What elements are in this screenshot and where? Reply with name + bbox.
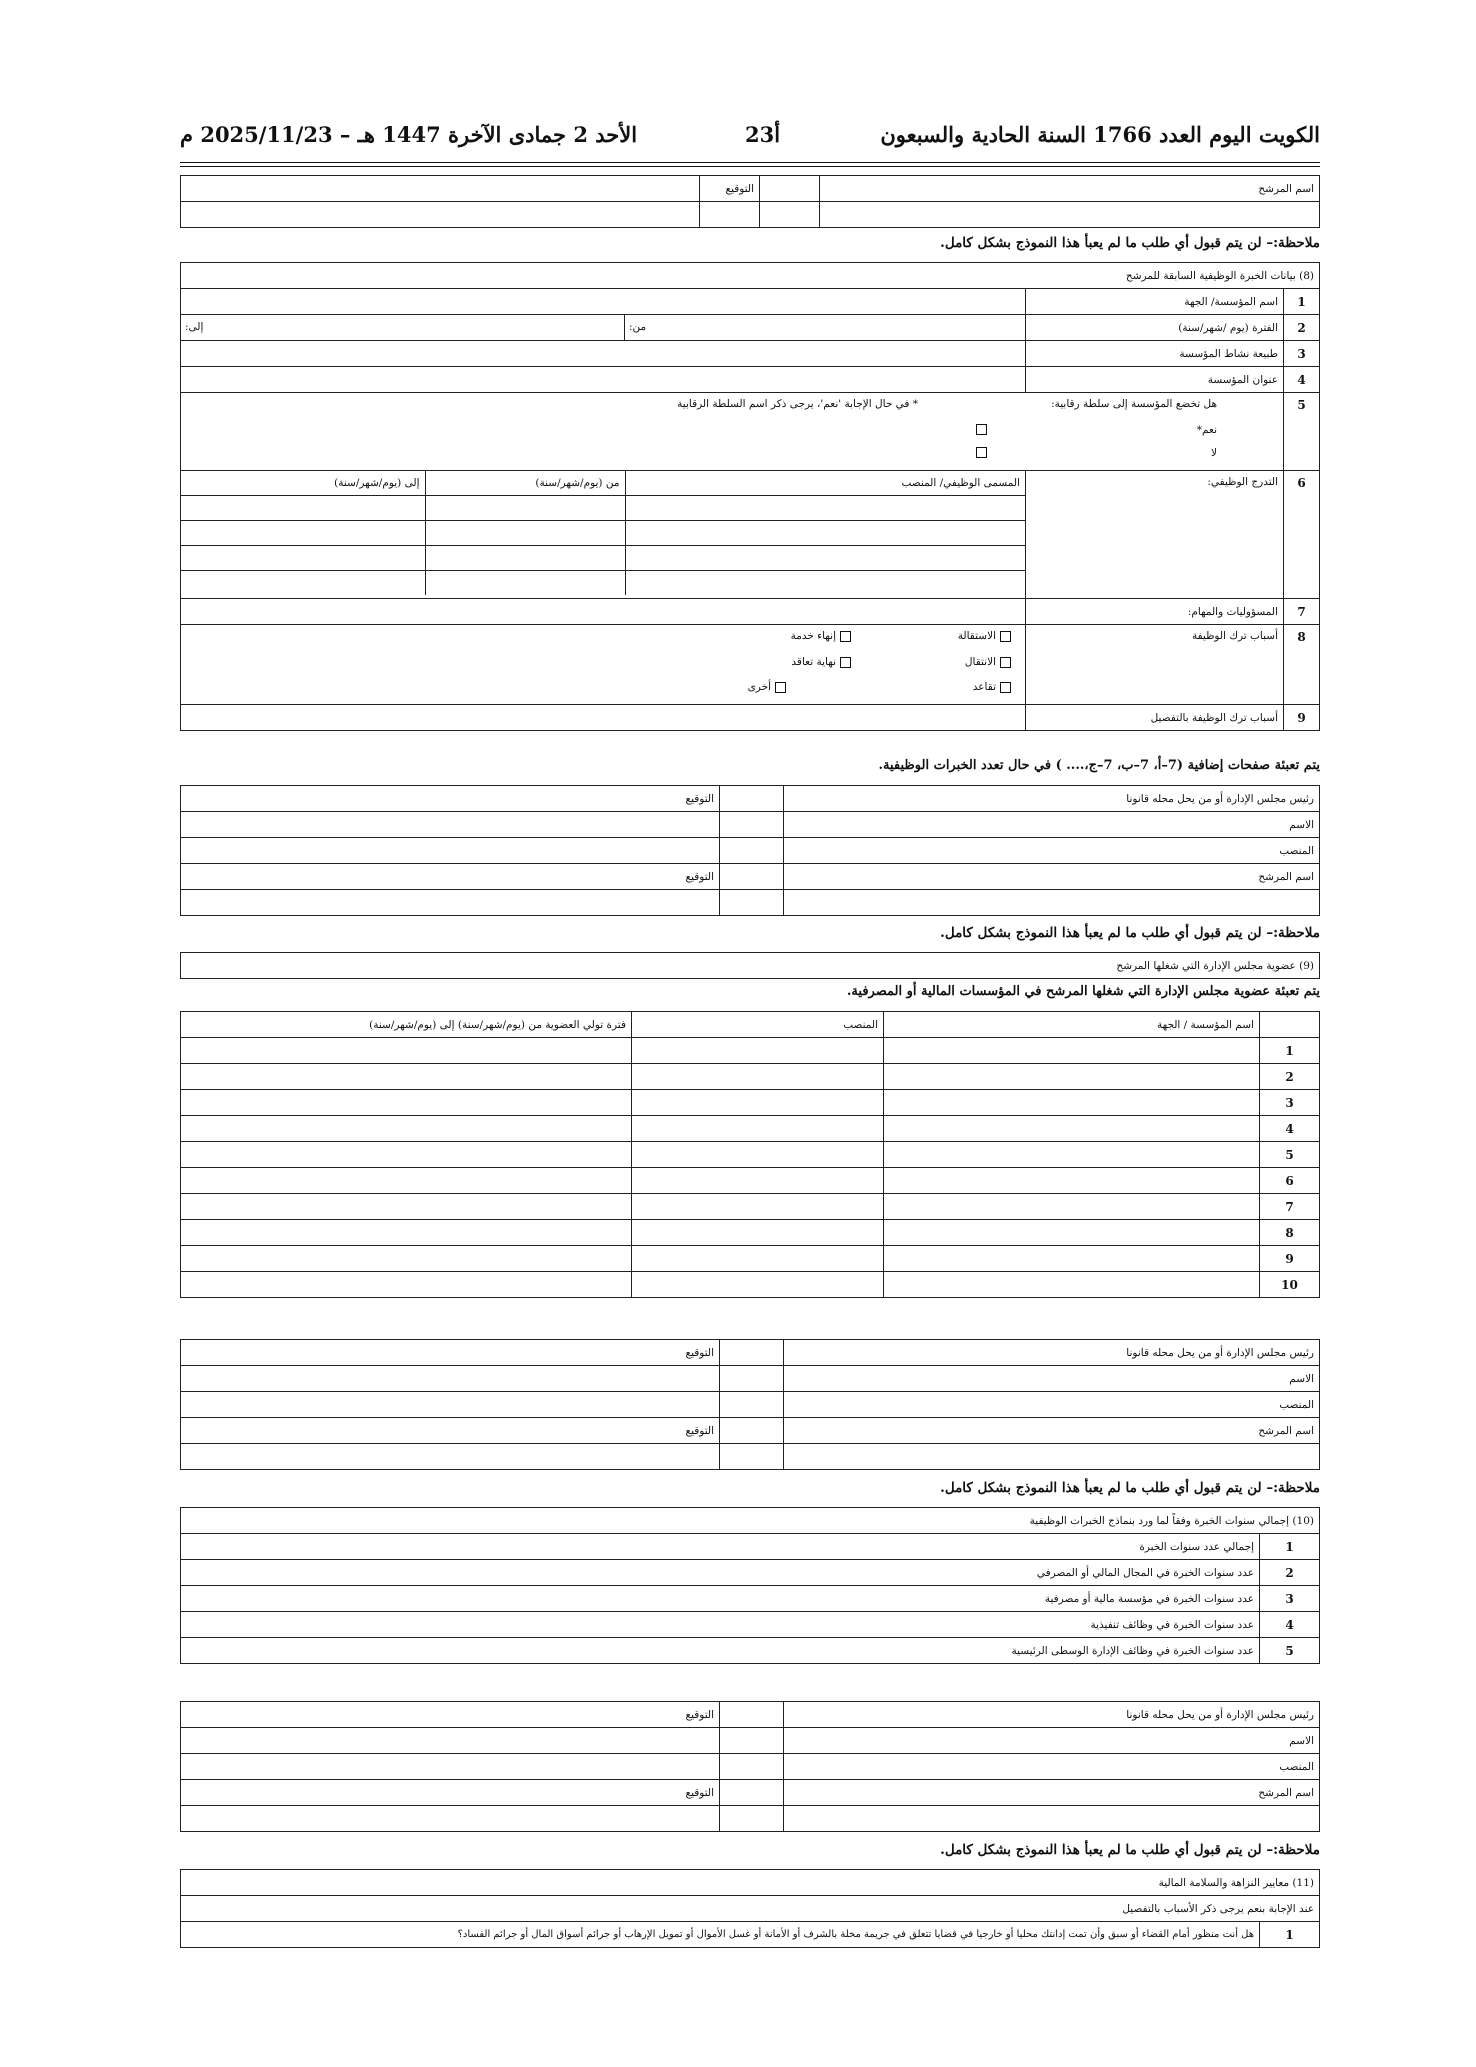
position-sign-field[interactable]	[181, 838, 720, 864]
org-cell[interactable]	[884, 1246, 1260, 1272]
experience-item: عدد سنوات الخبرة في المجال المالي أو المصرفي	[181, 1560, 1260, 1586]
header-rule	[180, 162, 1320, 163]
section-10-table: (10) إجمالي سنوات الخبرة وفقاً لما ورد بنماذج الخبرات الوظيفية 1 إجمالي عدد سنوات الخبرة 2 عدد سنوات الخبرة في المجال المالي أو المصرفي 3 عدد سنوات الخبرة في مؤسسة مالية أو مصرفية 4 عدد سنوات الخبرة في وظائف تنفيذية 5 عدد سنوات الخبرة في وظائف الإدارة الوسطى الرئيسية	[180, 1507, 1320, 1664]
period-cell[interactable]	[181, 1168, 632, 1194]
transfer-label: الانتقال	[964, 656, 996, 668]
job-title-header: المسمى الوظيفي/ المنصب	[625, 471, 1025, 496]
section-11-table: (11) معايير النزاهة والسلامة المالية عند الإجابة بنعم يرجى ذكر الأسباب بالتفصيل 1 هل أنت منظور أمام القضاء أو سبق وأن تمت إدانتك محليا أو خارجيا في قضايا تتعلق في جريمة مخلة بالشرف أو الأمانة أو غسل الأموال أو تمويل الإرهاب أو جرائم أسواق المال أو جرائم الفساد؟	[180, 1869, 1320, 1948]
candidate-name-field[interactable]	[720, 1780, 784, 1806]
section-11-subtitle: عند الإجابة بنعم يرجى ذكر الأسباب بالتفصيل	[181, 1896, 1320, 1922]
position-field[interactable]	[720, 838, 784, 864]
career-cell[interactable]	[425, 571, 625, 596]
yes-label: نعم*	[1196, 424, 1217, 436]
to-header: إلى (يوم/شهر/سنة)	[181, 471, 425, 496]
name-sign-field[interactable]	[181, 1728, 720, 1754]
row-number: 7	[1260, 1194, 1320, 1220]
header-date: الأحد 2 جمادى الآخرة 1447 هـ – 2025/11/23 م	[180, 122, 638, 147]
org-cell[interactable]	[884, 1194, 1260, 1220]
org-cell[interactable]	[884, 1064, 1260, 1090]
candidate-name-label: اسم المرشح	[784, 1418, 1320, 1444]
note-4: ملاحظة:– لن يتم قبول أي طلب ما لم يعبأ هذا النموذج بشكل كامل.	[940, 1842, 1320, 1858]
transfer-checkbox[interactable]	[1000, 657, 1011, 668]
integrity-question-1: هل أنت منظور أمام القضاء أو سبق وأن تمت إدانتك محليا أو خارجيا في قضايا تتعلق في جريمة مخلة بالشرف أو الأمانة أو غسل الأموال أو تمويل الإرهاب أو جرائم أسواق المال أو جرائم الفساد؟	[181, 1922, 1260, 1948]
career-label: التدرج الوظيفي:	[1026, 471, 1284, 599]
experience-item: عدد سنوات الخبرة في وظائف الإدارة الوسطى الرئيسية	[181, 1638, 1260, 1664]
regulator-question	[181, 393, 1284, 471]
position-cell[interactable]	[632, 1038, 884, 1064]
career-cell[interactable]	[625, 496, 1025, 521]
yes-checkbox[interactable]	[976, 424, 987, 435]
org-cell[interactable]	[884, 1090, 1260, 1116]
signature-label: التوقيع	[181, 864, 720, 890]
position-cell[interactable]	[632, 1220, 884, 1246]
org-cell[interactable]	[884, 1038, 1260, 1064]
signature-label: التوقيع	[181, 1340, 720, 1366]
leaving-details-label: أسباب ترك الوظيفة بالتفصيل	[1026, 705, 1284, 731]
position-header: المنصب	[632, 1012, 884, 1038]
extra-pages-note: يتم تعبئة صفحات إضافية (7–أ، 7–ب، 7–ج،.... ) في حال تعدد الخبرات الوظيفية.	[878, 758, 1320, 773]
leaving-reasons-options	[181, 625, 1026, 705]
career-cell[interactable]	[425, 546, 625, 571]
candidate-sign-table-top	[180, 175, 1320, 228]
to-label: إلى:	[185, 321, 204, 333]
other-label: أخرى	[747, 681, 771, 693]
position-cell[interactable]	[632, 1064, 884, 1090]
section-8-table: (8) بيانات الخبرة الوظيفية السابقة للمرشح 1 اسم المؤسسة/ الجهة 2 الفترة (يوم /شهر/سنة) من: إلى: 3 طبيعة نشاط المؤسسة 4 عنوان المؤسسة 5 هل تخضع المؤسسة إلى سلطة رقابية: * في حال الإجابة 'نعم'، يرجى ذكر اسم السلطة الرقابية نعم* لا 6 التدرج الوظيفي: المسمى الوظيفي/ المنصب من (يوم/شهر/سنة) إلى (يوم/شهر/سنة) 7 المسؤوليات والمهام: 8 أسباب ترك الوظيفة الاستقالة إنهاء خدمة الانتقال نهاية تعاقد تقاعد أخرى 9 أسباب ترك الوظيفة بالتفصيل	[180, 262, 1320, 731]
period-cell[interactable]	[181, 1272, 632, 1298]
period-cell[interactable]	[181, 1038, 632, 1064]
name-field[interactable]	[720, 1366, 784, 1392]
address-label: عنوان المؤسسة	[1026, 367, 1284, 393]
org-cell[interactable]	[884, 1142, 1260, 1168]
chairman-sign-table-1	[180, 785, 1320, 916]
leaving-details-field[interactable]	[181, 705, 1026, 731]
period-cell[interactable]	[181, 1246, 632, 1272]
other-checkbox[interactable]	[775, 682, 786, 693]
institution-name-field[interactable]	[181, 289, 1026, 315]
chairman-field[interactable]	[720, 1340, 784, 1366]
period-cell[interactable]	[181, 1194, 632, 1220]
responsibilities-field[interactable]	[181, 599, 1026, 625]
career-cell[interactable]	[625, 521, 1025, 546]
name-field[interactable]	[720, 1728, 784, 1754]
candidate-name-value[interactable]	[820, 202, 1320, 228]
resign-label: الاستقالة	[957, 630, 996, 642]
note-3: ملاحظة:– لن يتم قبول أي طلب ما لم يعبأ هذا النموذج بشكل كامل.	[940, 1480, 1320, 1496]
position-cell[interactable]	[632, 1090, 884, 1116]
position-cell[interactable]	[632, 1272, 884, 1298]
contract-end-checkbox[interactable]	[840, 657, 851, 668]
name-sign-field[interactable]	[181, 1366, 720, 1392]
termination-checkbox[interactable]	[840, 631, 851, 642]
section-9-title: (9) عضوية مجلس الإدارة التي شغلها المرشح	[181, 953, 1320, 979]
note-2: ملاحظة:– لن يتم قبول أي طلب ما لم يعبأ هذا النموذج بشكل كامل.	[940, 925, 1320, 941]
section-9-intro: يتم تعبئة عضوية مجلس الإدارة التي شغلها المرشح في المؤسسات المالية أو المصرفية.	[846, 984, 1320, 999]
activity-label: طبيعة نشاط المؤسسة	[1026, 341, 1284, 367]
signature-value[interactable]	[181, 1444, 720, 1470]
signature-label: التوقيع	[181, 1702, 720, 1728]
gazette-page	[180, 0, 1320, 2067]
leaving-reasons-label: أسباب ترك الوظيفة	[1026, 625, 1284, 705]
regulator-note: * في حال الإجابة 'نعم'، يرجى ذكر اسم السلطة الرقابية	[677, 398, 918, 410]
regulator-label: هل تخضع المؤسسة إلى سلطة رقابية:	[1051, 398, 1217, 410]
position-sign-field[interactable]	[181, 1754, 720, 1780]
career-cell[interactable]	[181, 496, 425, 521]
chairman-field[interactable]	[720, 786, 784, 812]
row-number: 2	[1260, 1064, 1320, 1090]
candidate-name-label: اسم المرشح	[784, 1780, 1320, 1806]
header-rule-2	[180, 166, 1320, 167]
signature-label: التوقيع	[181, 1780, 720, 1806]
name-label: الاسم	[784, 1728, 1320, 1754]
row-number: 1	[1260, 1038, 1320, 1064]
chairman-sign-table-3	[180, 1701, 1320, 1832]
chairman-sign-table-2	[180, 1339, 1320, 1470]
from-label: من:	[629, 321, 647, 333]
period-to-field[interactable]	[181, 315, 624, 340]
period-header: فترة تولي العضوية من (يوم/شهر/سنة) إلى (يوم/شهر/سنة)	[181, 1012, 632, 1038]
org-cell[interactable]	[884, 1168, 1260, 1194]
position-cell[interactable]	[632, 1168, 884, 1194]
career-cell[interactable]	[181, 571, 425, 596]
position-label: المنصب	[784, 838, 1320, 864]
career-cell[interactable]	[425, 521, 625, 546]
no-checkbox[interactable]	[976, 447, 987, 458]
name-label: الاسم	[784, 812, 1320, 838]
termination-label: إنهاء خدمة	[790, 630, 836, 642]
signature-label: التوقيع	[181, 786, 720, 812]
period-label: الفترة (يوم /شهر/سنة)	[1026, 315, 1284, 341]
resign-checkbox[interactable]	[1000, 631, 1011, 642]
signature-value[interactable]	[181, 1806, 720, 1832]
institution-name-label: اسم المؤسسة/ الجهة	[1026, 289, 1284, 315]
signature-field[interactable]	[181, 176, 700, 202]
candidate-name-value[interactable]	[784, 1444, 1320, 1470]
career-cell[interactable]	[181, 546, 425, 571]
contract-end-label: نهاية تعاقد	[791, 656, 836, 668]
row-number: 6	[1260, 1168, 1320, 1194]
career-cell[interactable]	[425, 496, 625, 521]
row-number: 4	[1260, 1116, 1320, 1142]
responsibilities-label: المسؤوليات والمهام:	[1026, 599, 1284, 625]
header-issue: الكويت اليوم العدد 1766 السنة الحادية والسبعون	[880, 122, 1320, 147]
period-cell[interactable]	[181, 1090, 632, 1116]
name-label: الاسم	[784, 1366, 1320, 1392]
position-label: المنصب	[784, 1392, 1320, 1418]
page-header	[180, 122, 1320, 160]
section-11-title: (11) معايير النزاهة والسلامة المالية	[181, 1870, 1320, 1896]
position-cell[interactable]	[632, 1142, 884, 1168]
org-header: اسم المؤسسة / الجهة	[884, 1012, 1260, 1038]
section-10-title: (10) إجمالي سنوات الخبرة وفقاً لما ورد بنماذج الخبرات الوظيفية	[181, 1508, 1320, 1534]
org-cell[interactable]	[884, 1272, 1260, 1298]
candidate-name-value[interactable]	[784, 890, 1320, 916]
position-cell[interactable]	[632, 1116, 884, 1142]
position-field[interactable]	[720, 1392, 784, 1418]
signature-value[interactable]	[181, 202, 700, 228]
row-number: 8	[1260, 1220, 1320, 1246]
period-cell[interactable]	[181, 1116, 632, 1142]
chairman-label: رئيس مجلس الإدارة أو من يحل محله قانونا	[784, 1340, 1320, 1366]
experience-item: عدد سنوات الخبرة في وظائف تنفيذية	[181, 1612, 1260, 1638]
retire-checkbox[interactable]	[1000, 682, 1011, 693]
row-number: 5	[1260, 1142, 1320, 1168]
row-number: 3	[1260, 1090, 1320, 1116]
chairman-label: رئيس مجلس الإدارة أو من يحل محله قانونا	[784, 786, 1320, 812]
position-field[interactable]	[720, 1754, 784, 1780]
period-from-field[interactable]	[624, 315, 1025, 340]
signature-label: التوقيع	[181, 1418, 720, 1444]
from-header: من (يوم/شهر/سنة)	[425, 471, 625, 496]
address-field[interactable]	[181, 367, 1026, 393]
period-cell[interactable]	[181, 1142, 632, 1168]
period-cell[interactable]	[181, 1220, 632, 1246]
candidate-name-label: اسم المرشح	[820, 176, 1320, 202]
retire-label: تقاعد	[972, 681, 996, 693]
org-cell[interactable]	[884, 1116, 1260, 1142]
position-label: المنصب	[784, 1754, 1320, 1780]
section-9-table	[180, 1011, 1320, 1298]
chairman-label: رئيس مجلس الإدارة أو من يحل محله قانونا	[784, 1702, 1320, 1728]
section-8-title: (8) بيانات الخبرة الوظيفية السابقة للمرشح	[181, 263, 1320, 289]
name-field[interactable]	[720, 812, 784, 838]
header-page-number: أ23	[745, 122, 781, 147]
candidate-name-field[interactable]	[720, 864, 784, 890]
signature-value[interactable]	[181, 890, 720, 916]
candidate-name-value[interactable]	[784, 1806, 1320, 1832]
signature-label: التوقيع	[700, 176, 760, 202]
career-cell[interactable]	[625, 571, 1025, 596]
row-number: 10	[1260, 1272, 1320, 1298]
career-cell[interactable]	[181, 521, 425, 546]
section-9-title-table	[180, 952, 1320, 979]
position-sign-field[interactable]	[181, 1392, 720, 1418]
chairman-field[interactable]	[720, 1702, 784, 1728]
note-1: ملاحظة:– لن يتم قبول أي طلب ما لم يعبأ هذا النموذج بشكل كامل.	[940, 235, 1320, 251]
position-cell[interactable]	[632, 1246, 884, 1272]
row-number: 9	[1260, 1246, 1320, 1272]
period-cell[interactable]	[181, 1064, 632, 1090]
career-cell[interactable]	[625, 546, 1025, 571]
experience-item: إجمالي عدد سنوات الخبرة	[181, 1534, 1260, 1560]
candidate-name-field[interactable]	[720, 1418, 784, 1444]
no-label: لا	[1211, 447, 1217, 459]
candidate-name-label: اسم المرشح	[784, 864, 1320, 890]
experience-item: عدد سنوات الخبرة في مؤسسة مالية أو مصرفية	[181, 1586, 1260, 1612]
activity-field[interactable]	[181, 341, 1026, 367]
name-sign-field[interactable]	[181, 812, 720, 838]
org-cell[interactable]	[884, 1220, 1260, 1246]
position-cell[interactable]	[632, 1194, 884, 1220]
candidate-name-field[interactable]	[760, 176, 820, 202]
